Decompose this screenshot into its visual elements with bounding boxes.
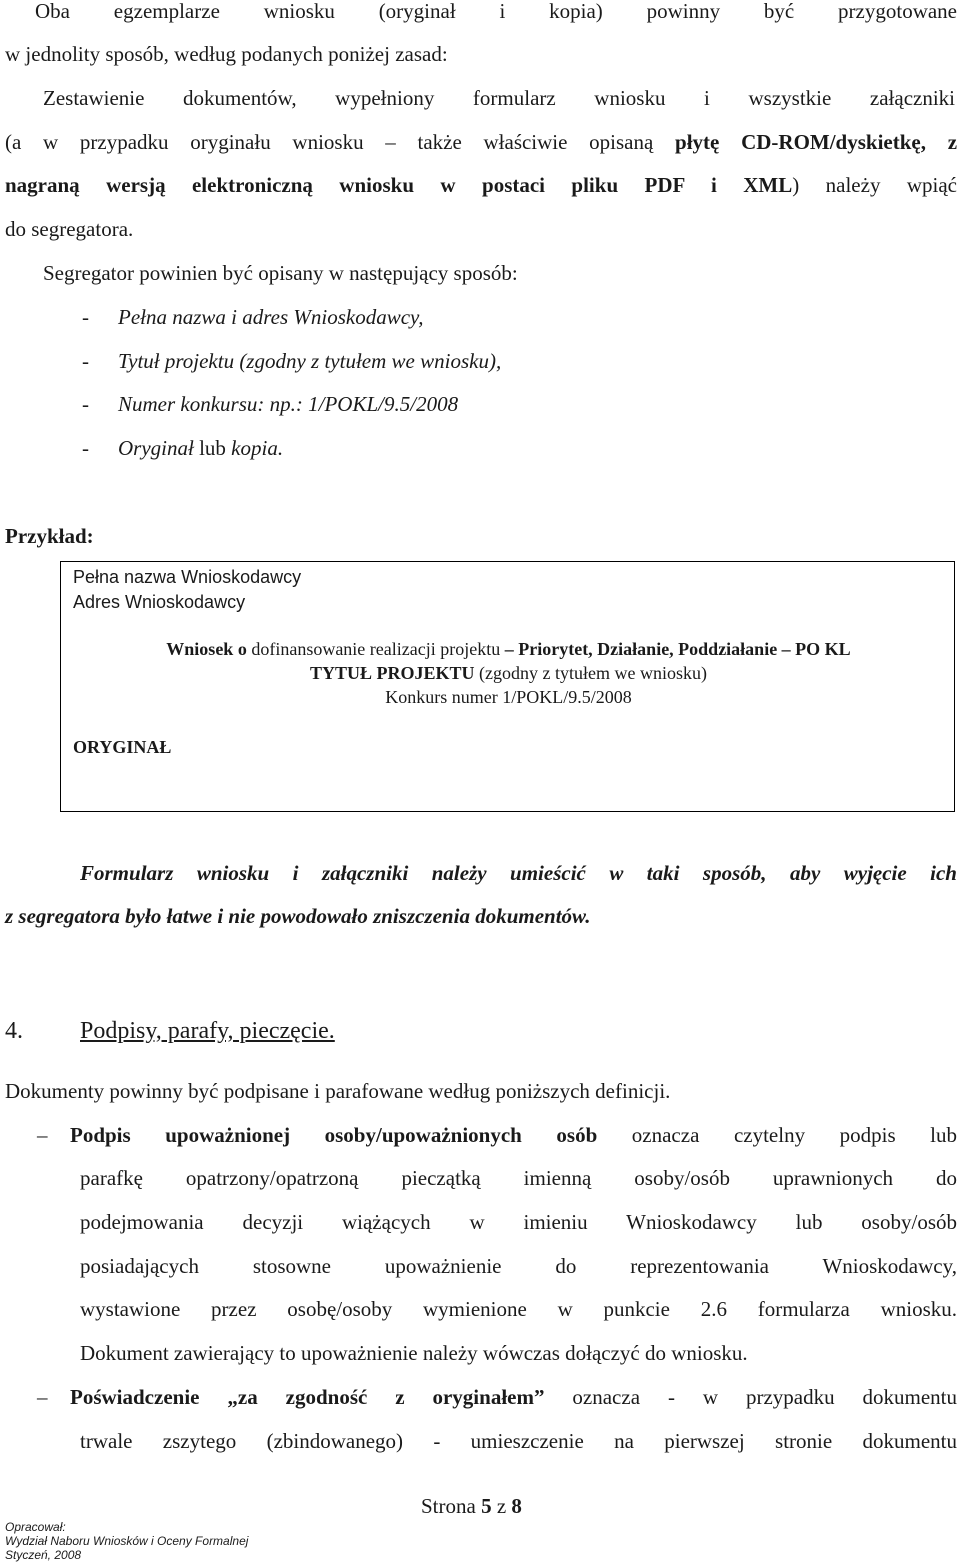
intro-line-5-text: ) należy wpiąć bbox=[792, 173, 958, 197]
def2-line-1 bbox=[70, 1386, 957, 1408]
page-of: z bbox=[496, 1494, 507, 1518]
section-number: 4. bbox=[5, 1018, 23, 1044]
binder-dash-3: - bbox=[82, 392, 89, 416]
section-title: Podpisy, parafy, pieczęcie. bbox=[80, 1018, 335, 1044]
intro-line-1: Oba egzemplarze wniosku (oryginał i kopia) powinny być przygotowane bbox=[35, 0, 957, 23]
def1-line-3: podejmowania decyzji wiążących w imieniu Wnioskodawcy lub osoby/osób bbox=[80, 1210, 957, 1234]
page-current: 5 bbox=[481, 1494, 492, 1518]
intro-line-4-bold: płytę CD-ROM/dyskietkę, z bbox=[675, 130, 958, 154]
example-box-line-1-priority: – Priorytet, Działanie, Poddziałanie – PO KL bbox=[504, 639, 851, 659]
intro-line-4-text: (a w przypadku oryginału wniosku – także właściwie opisaną bbox=[5, 130, 654, 154]
binder-item-4-or: lub bbox=[193, 436, 232, 460]
example-box-title: TYTUŁ PROJEKTU bbox=[310, 663, 475, 683]
page-number bbox=[421, 1494, 522, 1518]
note-line-2: z segregatora było łatwe i nie powodowało zniszczenia dokumentów. bbox=[5, 904, 591, 928]
def1-term: Podpis upoważnionej osoby/upoważnionych osób bbox=[70, 1123, 598, 1147]
binder-item-3: Numer konkursu: np.: 1/POKL/9.5/2008 bbox=[118, 392, 459, 416]
binder-item-4-copy: kopia. bbox=[231, 436, 284, 460]
example-applicant-name: Pełna nazwa Wnioskodawcy bbox=[73, 567, 302, 587]
binder-item-4 bbox=[118, 437, 283, 459]
def1-line-1-text: oznacza czytelny podpis lub bbox=[597, 1123, 957, 1147]
binder-item-4-original: Oryginał bbox=[118, 436, 194, 460]
def1-line-1 bbox=[70, 1124, 957, 1146]
intro-line-3: Zestawienie dokumentów, wypełniony formularz wniosku i wszystkie załączniki bbox=[43, 86, 955, 110]
note-line-1: Formularz wniosku i załączniki należy umieścić w taki sposób, aby wyjęcie ich bbox=[80, 861, 957, 885]
example-label: Przykład: bbox=[5, 524, 94, 548]
example-box-line-3: Konkurs numer 1/POKL/9.5/2008 bbox=[385, 687, 632, 707]
section-intro: Dokumenty powinny być podpisane i parafowane według poniższych definicji. bbox=[5, 1079, 671, 1103]
page-word: Strona bbox=[421, 1494, 476, 1518]
binder-item-1: Pełna nazwa i adres Wnioskodawcy, bbox=[118, 305, 424, 329]
intro-line-4 bbox=[5, 131, 957, 153]
def2-line-1-text: oznacza - w przypadku dokumentu bbox=[544, 1385, 957, 1409]
page-total: 8 bbox=[511, 1494, 522, 1518]
footer-date: Styczeń, 2008 bbox=[5, 1548, 82, 1562]
example-box-line-1-bold: Wniosek o bbox=[166, 639, 247, 659]
footer-prepared: Opracował: bbox=[5, 1520, 66, 1534]
binder-dash-4: - bbox=[82, 436, 89, 460]
binder-dash-1: - bbox=[82, 305, 89, 329]
intro-line-6: do segregatora. bbox=[5, 217, 134, 241]
example-box-line-1 bbox=[62, 638, 955, 660]
example-box-line-1-text: dofinansowanie realizacji projektu bbox=[246, 639, 505, 659]
intro-line-2: w jednolity sposób, według podanych poniżej zasad: bbox=[5, 42, 448, 66]
example-applicant-address: Adres Wnioskodawcy bbox=[73, 592, 246, 612]
def1-line-4: posiadających stosowne upoważnienie do reprezentowania Wnioskodawcy, bbox=[80, 1254, 957, 1278]
example-original-label: ORYGINAŁ bbox=[73, 737, 172, 757]
def1-line-2: parafkę opatrzony/opatrzoną pieczątką imienną osoby/osób uprawnionych do bbox=[80, 1166, 957, 1190]
binder-dash-2: - bbox=[82, 349, 89, 373]
def1-line-5: wystawione przez osobę/osoby wymienione w punkcie 2.6 formularza wniosku. bbox=[80, 1297, 957, 1321]
def2-term: Poświadczenie „za zgodność z oryginałem” bbox=[70, 1385, 545, 1409]
def2-dash: – bbox=[37, 1385, 48, 1409]
intro-line-5 bbox=[5, 174, 957, 196]
example-box-line-2 bbox=[62, 662, 955, 684]
def1-dash: – bbox=[37, 1123, 48, 1147]
def2-line-2: trwale zszytego (zbindowanego) - umieszczenie na pierwszej stronie dokumentu bbox=[80, 1429, 957, 1453]
example-box-title-note: (zgodny z tytułem we wniosku) bbox=[474, 663, 707, 683]
binder-heading: Segregator powinien być opisany w następujący sposób: bbox=[43, 261, 518, 285]
def1-line-6: Dokument zawierający to upoważnienie należy wówczas dołączyć do wniosku. bbox=[80, 1341, 748, 1365]
footer-department: Wydział Naboru Wniosków i Oceny Formalnej bbox=[5, 1534, 249, 1548]
binder-item-2: Tytuł projektu (zgodny z tytułem we wniosku), bbox=[118, 349, 502, 373]
intro-line-5-bold: nagraną wersją elektroniczną wniosku w postaci pliku PDF i XML bbox=[5, 173, 793, 197]
